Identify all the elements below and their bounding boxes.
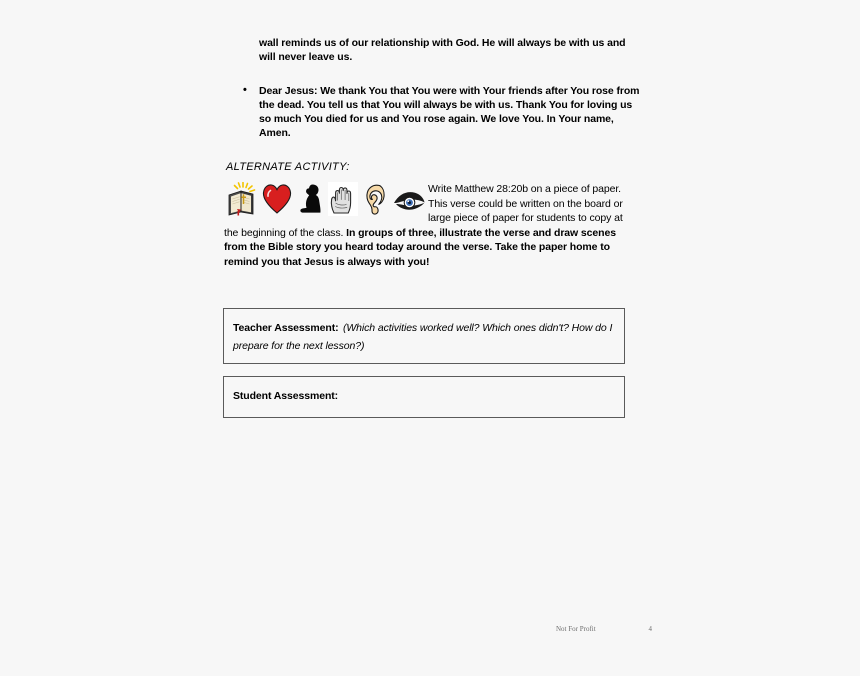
footer-notice: Not For Profit [556, 625, 596, 633]
teacher-assessment-box [223, 308, 625, 364]
bullet-marker-icon: • [243, 84, 247, 96]
teacher-assessment-hint: (Which activities worked well? Which ones didn't? How do I prepare for the next lesson?) [233, 322, 613, 352]
continued-paragraph: wall reminds us of our relationship with God. He will always be with us and will never leave us. [259, 37, 626, 63]
body-content [224, 36, 640, 140]
page-footer [556, 625, 656, 633]
eye-icon [392, 190, 426, 216]
alt-text-regular: Write Matthew 28:20b on a piece of paper. This verse could be written on the board or large piece of paper for students to copy at the beginning of the class. [224, 183, 623, 239]
alt-text-bold: In groups of three, illustrate the verse and draw scenes from the Bible story you heard today around the verse. Take the paper home to remind you that Jesus is always with you! [224, 226, 616, 268]
teacher-assessment-label: Teacher Assessment: [233, 322, 339, 334]
praying-child-icon [296, 182, 324, 216]
alternate-activity-heading: ALTERNATE ACTIVITY: [226, 161, 350, 173]
heart-icon [262, 182, 292, 216]
prayer-bullet-list [224, 84, 640, 140]
list-item-text: Dear Jesus: We thank You that You were with Your friends after You rose from the dead. You tell us that You will always be with us. Thank You for loving us so much You died for us and You rose again. We love You. In Your name, Amen. [259, 85, 640, 139]
alternate-activity-block [224, 182, 638, 269]
ear-icon [362, 182, 388, 216]
student-assessment-box [223, 376, 625, 418]
list-item [224, 84, 640, 140]
footer-page-number: 4 [648, 625, 652, 633]
hand-palm-icon [328, 182, 358, 216]
student-assessment-label: Student Assessment: [233, 390, 339, 402]
bible-book-icon [226, 182, 258, 216]
